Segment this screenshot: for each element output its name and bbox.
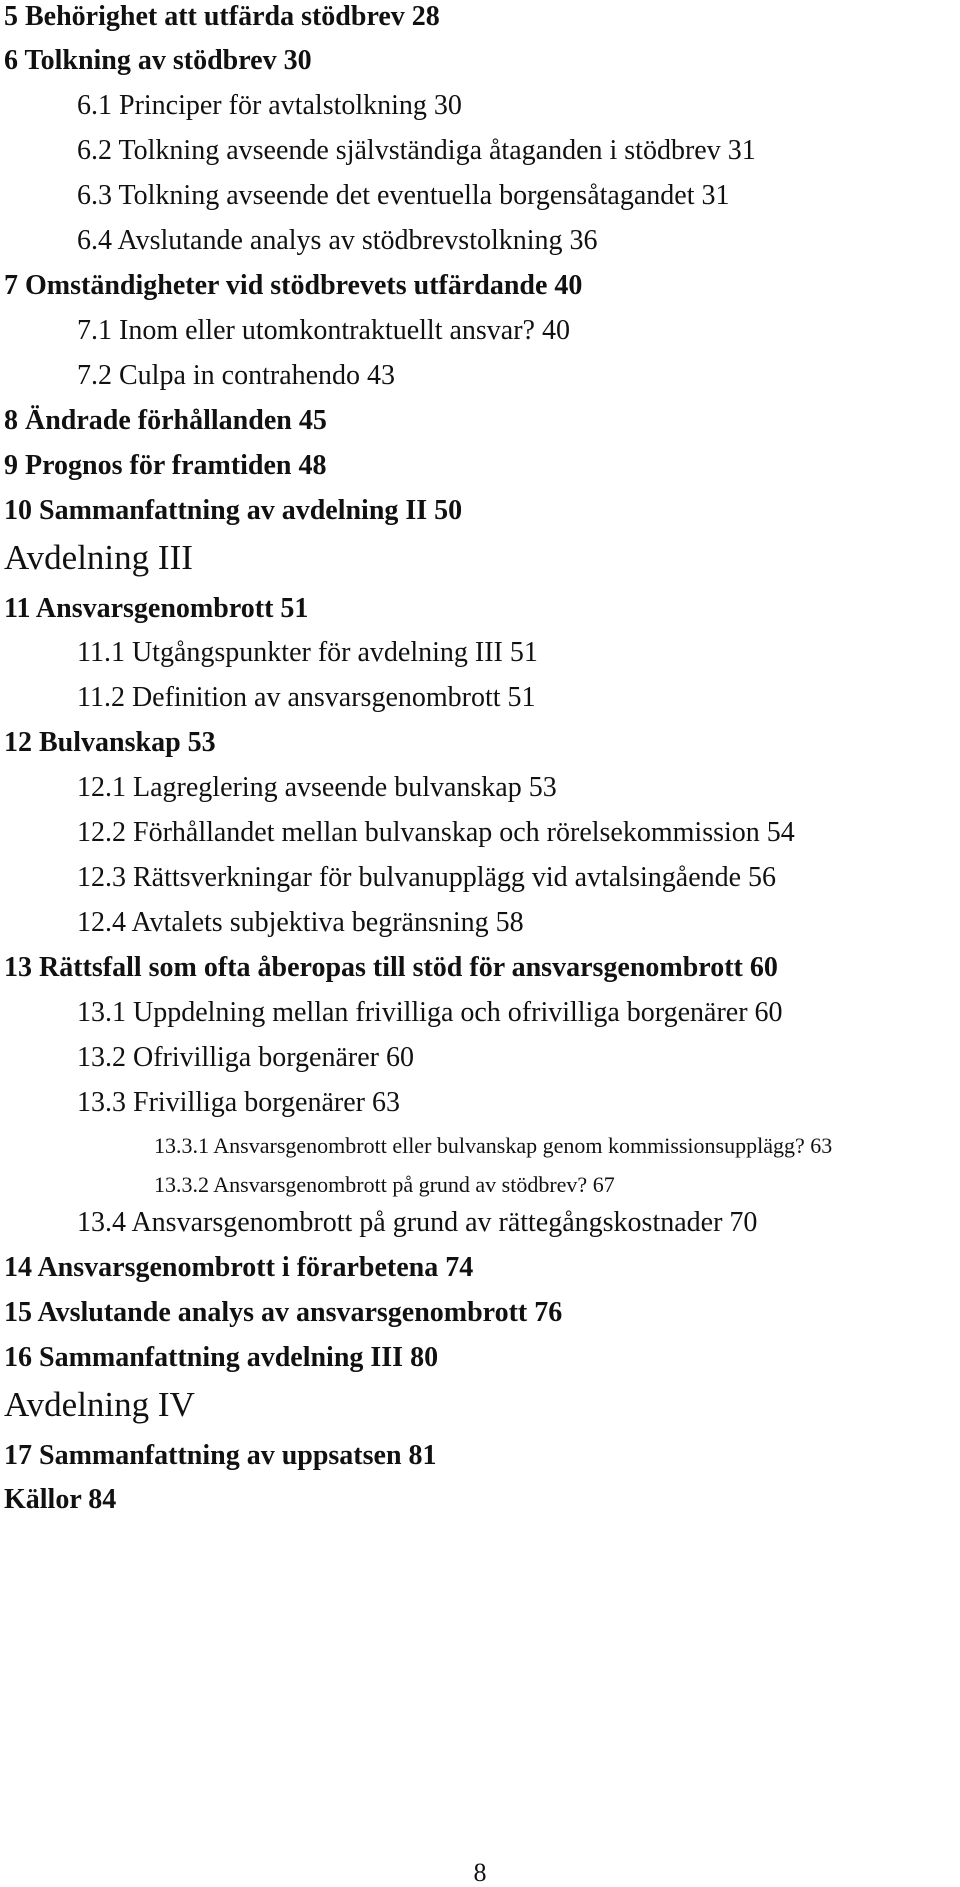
toc-entry-section-6-3: 6.3 Tolkning avseende det eventuella borgensåtagandet 31 [77,180,730,211]
toc-entry-section-11-2: 11.2 Definition av ansvarsgenombrott 51 [77,682,536,713]
toc-entry-chapter-13: 13 Rättsfall som ofta åberopas till stöd för ansvarsgenombrott 60 [4,952,778,983]
toc-entry-section-13-4: 13.4 Ansvarsgenombrott på grund av rättegångskostnader 70 [77,1207,758,1238]
toc-entry-section-12-4: 12.4 Avtalets subjektiva begränsning 58 [77,907,524,938]
toc-entry-subsection-13-3-1: 13.3.1 Ansvarsgenombrott eller bulvanskap genom kommissionsupplägg? 63 [154,1133,833,1158]
toc-entry-section-13-3: 13.3 Frivilliga borgenärer 63 [77,1087,400,1118]
toc-entry-chapter-11: 11 Ansvarsgenombrott 51 [4,593,309,624]
toc-part-heading-iii: Avdelning III [4,538,193,577]
toc-entry-section-7-2: 7.2 Culpa in contrahendo 43 [77,360,396,391]
toc-entry-section-6-1: 6.1 Principer för avtalstolkning 30 [77,90,462,121]
toc-entry-chapter-16: 16 Sammanfattning avdelning III 80 [4,1342,439,1373]
toc-entry-chapter-8: 8 Ändrade förhållanden 45 [4,405,327,436]
toc-entry-section-6-2: 6.2 Tolkning avseende självständiga åtaganden i stödbrev 31 [77,135,756,166]
toc-entry-chapter-17: 17 Sammanfattning av uppsatsen 81 [4,1440,437,1471]
toc-entry-sources: Källor 84 [4,1484,117,1515]
toc-entry-section-12-2: 12.2 Förhållandet mellan bulvanskap och rörelsekommission 54 [77,817,795,848]
toc-entry-section-13-1: 13.1 Uppdelning mellan frivilliga och ofrivilliga borgenärer 60 [77,997,783,1028]
toc-entry-chapter-12: 12 Bulvanskap 53 [4,727,216,758]
toc-entry-chapter-5: 5 Behörighet att utfärda stödbrev 28 [4,1,440,32]
toc-part-heading-iv: Avdelning IV [4,1385,195,1424]
toc-entry-chapter-10: 10 Sammanfattning av avdelning II 50 [4,495,463,526]
toc-entry-chapter-15: 15 Avslutande analys av ansvarsgenombrott 76 [4,1297,563,1328]
toc-entry-chapter-7: 7 Omständigheter vid stödbrevets utfärdande 40 [4,270,583,301]
page-number: 8 [473,1858,487,1887]
toc-entry-section-7-1: 7.1 Inom eller utomkontraktuellt ansvar? 40 [77,315,570,346]
toc-entry-section-12-3: 12.3 Rättsverkningar för bulvanupplägg vid avtalsingående 56 [77,862,777,893]
toc-entry-chapter-6: 6 Tolkning av stödbrev 30 [4,45,312,76]
toc-entry-subsection-13-3-2: 13.3.2 Ansvarsgenombrott på grund av stödbrev? 67 [154,1172,615,1197]
toc-entry-section-6-4: 6.4 Avslutande analys av stödbrevstolkning 36 [77,225,598,256]
toc-entry-chapter-9: 9 Prognos för framtiden 48 [4,450,327,481]
toc-entry-chapter-14: 14 Ansvarsgenombrott i förarbetena 74 [4,1252,474,1283]
toc-entry-section-11-1: 11.1 Utgångspunkter för avdelning III 51 [77,637,538,668]
toc-entry-section-12-1: 12.1 Lagreglering avseende bulvanskap 53 [77,772,557,803]
toc-entry-section-13-2: 13.2 Ofrivilliga borgenärer 60 [77,1042,414,1073]
